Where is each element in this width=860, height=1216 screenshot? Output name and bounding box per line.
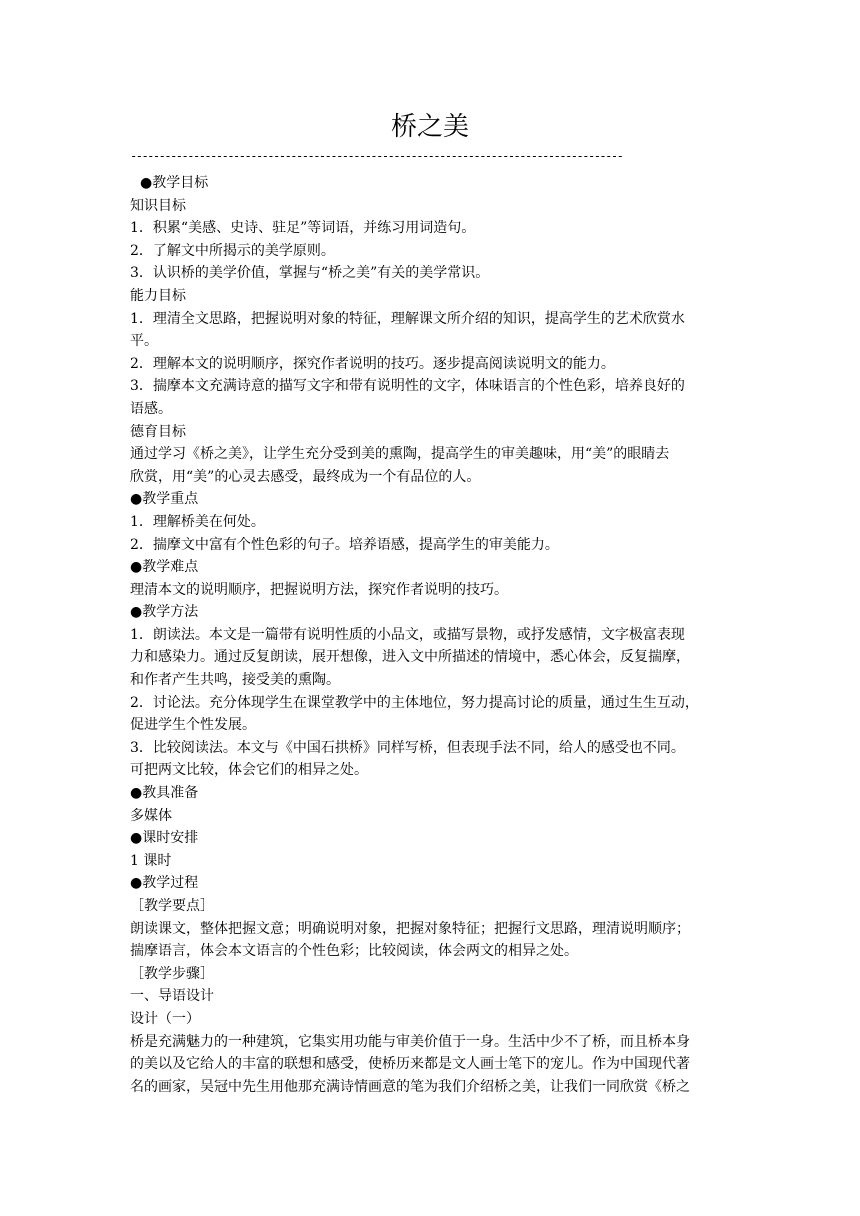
text-line: 1．理清全文思路，把握说明对象的特征，理解课文所介绍的知识，提高学生的艺术欣赏水 (130, 310, 685, 327)
section-heading: ●教学过程 (130, 875, 199, 892)
text-line: 1．积累“美感、史诗、驻足”等词语，并练习用词造句。 (130, 220, 476, 237)
text-line: 2．了解文中所揭示的美学原则。 (130, 242, 335, 259)
text-line: 可把两文比较，体会它们的相异之处。 (130, 762, 368, 779)
text-line: 一、导语设计 (130, 988, 214, 1005)
section-heading: ●教学难点 (130, 559, 199, 576)
document-body (130, 172, 732, 1098)
text-line: 多媒体 (130, 807, 172, 824)
text-line: 通过学习《桥之美》，让学生充分受到美的熏陶，提高学生的审美趣味，用“美”的眼睛去 (130, 446, 670, 463)
text-line: 和作者产生共鸣，接受美的熏陶。 (130, 672, 340, 689)
document-title: 桥之美 (390, 112, 469, 142)
text-line: 设计（一） (130, 1010, 200, 1027)
text-line: 欣赏，用“美”的心灵去感受，最终成为一个有品位的人。 (130, 468, 481, 485)
text-line: 理清本文的说明顺序，把握说明方法，探究作者说明的技巧。 (130, 581, 508, 598)
text-line: 的美以及它给人的丰富的联想和感受，使桥历来都是文人画士笔下的宠儿。作为中国现代著 (130, 1056, 690, 1073)
text-line: 3．比较阅读法。本文与《中国石拱桥》同样写桥，但表现手法不同，给人的感受也不同。 (130, 739, 685, 756)
section-heading: ●教学方法 (130, 604, 199, 621)
text-line: ［教学要点］ (130, 898, 214, 914)
text-line: 桥是充满魅力的一种建筑，它集实用功能与审美价值于一身。生活中少不了桥，而且桥本身 (130, 1033, 690, 1050)
text-line: 德育目标 (130, 423, 186, 440)
separator-rule: -------------------------------------------------------------------------------------- (130, 149, 623, 163)
text-line: 3．认识桥的美学价值，掌握与“桥之美”有关的美学常识。 (130, 265, 490, 282)
section-heading: ●课时安排 (130, 830, 199, 847)
text-line: 1 课时 (130, 852, 172, 869)
text-line: 知识目标 (130, 197, 186, 214)
section-heading: ●教学目标 (140, 175, 209, 191)
text-line: 2．揣摩文中富有个性色彩的句子。培养语感，提高学生的审美能力。 (130, 536, 559, 553)
text-line: 促进学生个性发展。 (130, 717, 256, 734)
text-line: 2．理解本文的说明顺序，探究作者说明的技巧。逐步提高阅读说明文的能力。 (130, 355, 615, 372)
text-line: 语感。 (130, 400, 172, 417)
section-heading: ●教学重点 (130, 491, 199, 508)
text-line: 能力目标 (130, 287, 186, 304)
section-heading: ●教具准备 (130, 785, 199, 802)
text-line: 名的画家，吴冠中先生用他那充满诗情画意的笔为我们介绍桥之美，让我们一同欣赏《桥之 (130, 1078, 690, 1095)
text-line: 揣摩语言，体会本文语言的个性色彩；比较阅读，体会两文的相异之处。 (130, 943, 578, 960)
text-line: 2．讨论法。充分体现学生在课堂教学中的主体地位，努力提高讨论的质量，通过生生互动， (130, 694, 699, 711)
text-line: ［教学步骤］ (130, 965, 214, 982)
text-line: 1．理解桥美在何处。 (130, 513, 265, 530)
text-line: 1．朗读法。本文是一篇带有说明性质的小品文，或描写景物，或抒发感情，文字极富表现 (130, 626, 685, 643)
text-line: 力和感染力。通过反复朗读，展开想像，进入文中所描述的情境中，悉心体会，反复揣摩， (130, 649, 690, 666)
text-line: 3．揣摩本文充满诗意的描写文字和带有说明性的文字，体味语言的个性色彩，培养良好的 (130, 378, 685, 395)
text-line: 朗读课文，整体把握文意；明确说明对象，把握对象特征；把握行文思路，理清说明顺序； (130, 920, 690, 937)
text-line: 平。 (130, 333, 158, 350)
